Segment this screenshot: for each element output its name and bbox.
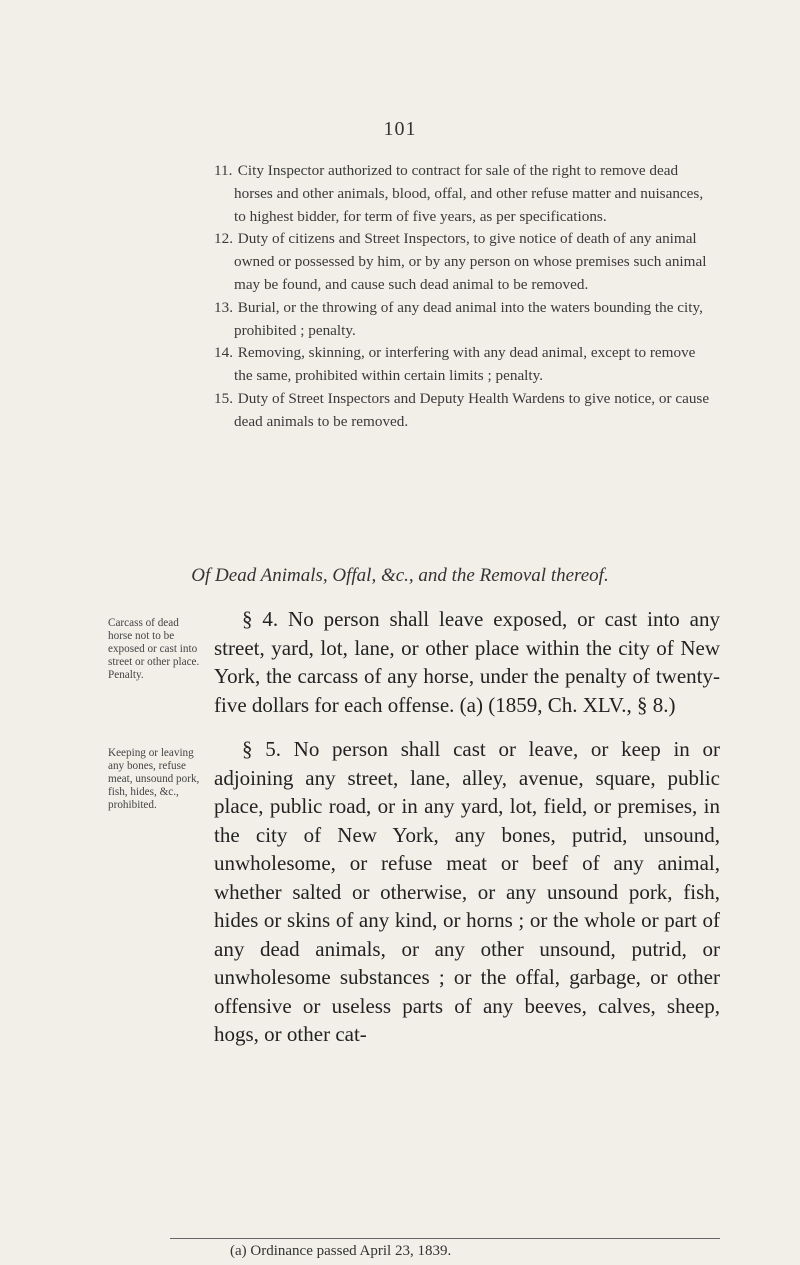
toc-item-text: Removing, skinning, or interfering with any dead animal, except to remove the same, prohibited within certain limits ; penalty. — [234, 344, 696, 385]
toc-item — [214, 160, 714, 228]
toc-item-number: 13. — [214, 298, 233, 316]
section-4-body: § 4. No person shall leave exposed, or cast into any street, yard, lot, lane, or other place within the city of New York, the carcass of any horse, under the penalty of twenty-five dollars for each offense. (a) (1859, Ch. XLV., § 8.) — [214, 607, 720, 717]
toc-item — [214, 388, 714, 434]
toc-item-text: City Inspector authorized to contract for sale of the right to remove dead horses and other animals, blood, offal, and other refuse matter and nuisances, to highest bidder, for term of five years, as per specifications. — [234, 162, 704, 225]
toc-item-text: Burial, or the throwing of any dead animal into the waters bounding the city, prohibited ; penalty. — [234, 298, 703, 339]
toc-item-number: 11. — [214, 162, 233, 179]
toc-item-text: Duty of Street Inspectors and Deputy Health Wardens to give notice, or cause dead animals to be removed. — [234, 389, 710, 430]
table-of-contents — [214, 160, 714, 434]
footnote-rule — [170, 1238, 720, 1239]
footnote: (a) Ordinance passed April 23, 1839. — [230, 1243, 452, 1259]
section-5-text — [214, 735, 720, 1049]
page-number: 101 — [383, 118, 417, 140]
toc-item — [214, 342, 714, 388]
margin-note-section-5: Keeping or leaving any bones, refuse meat, unsound pork, fish, hides, &c., prohibited. — [108, 747, 200, 811]
toc-item — [214, 297, 714, 343]
margin-note-section-4: Carcass of dead horse not to be exposed or cast into street or other place. Penalty. — [108, 617, 200, 681]
toc-item-text: Duty of citizens and Street Inspectors, to give notice of death of any animal owned or possessed by him, or by any person on whose premises such animal may be found, and cause such dead animal to be removed. — [234, 230, 707, 293]
toc-item-number: 15. — [214, 389, 233, 407]
toc-item-number: 14. — [214, 344, 233, 362]
section-5-body: § 5. No person shall cast or leave, or keep in or adjoining any street, lane, alley, avenue, square, public place, public road, or in any yard, lot, field, or premises, in the city of New York, any bones, putrid, unsound, unwholesome, or refuse meat or beef of any animal, whether salted or otherwise, or any unsound pork, fish, hides or skins of any kind, or horns ; or the whole or part of any dead animals, or any other unsound, putrid, or unwholesome substances ; or the offal, garbage, or other offensive or useless parts of any beeves, calves, sheep, hogs, or other cat- — [214, 737, 720, 1046]
toc-item — [214, 228, 714, 296]
section-heading: Of Dead Animals, Offal, &c., and the Removal thereof. — [191, 565, 609, 586]
toc-item-number: 12. — [214, 230, 233, 248]
section-4-text — [214, 605, 720, 719]
